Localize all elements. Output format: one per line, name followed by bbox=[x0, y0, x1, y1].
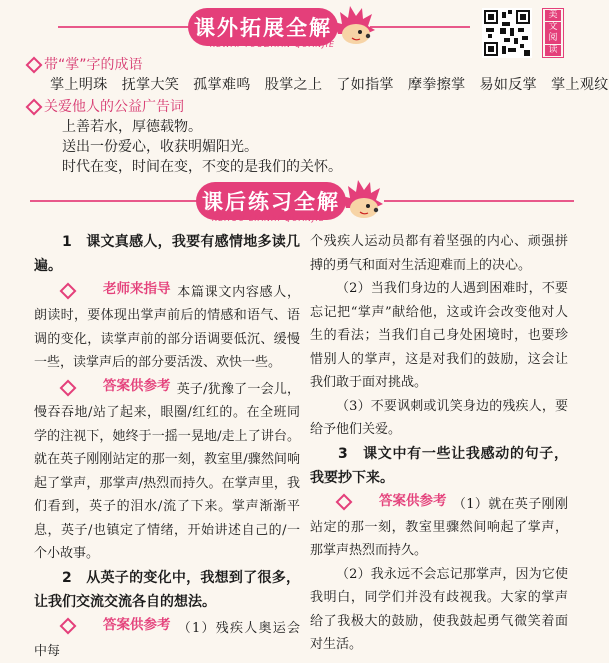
tag-label: 答案供参考 bbox=[77, 375, 171, 399]
answer-tag bbox=[60, 375, 171, 399]
section-heading-text: 带“掌”字的成语 bbox=[44, 54, 143, 74]
teacher-guide-tag bbox=[60, 278, 171, 302]
teacher-guide-text: 本篇课文内容感人，朗读时，要体现出掌声前后的情感和语气、语调的变化，读掌声前的部分语调要低沉、缓慢一些，读掌声后的部分要活泼、欢快一些。 bbox=[34, 285, 300, 371]
banner-rule-right bbox=[370, 26, 470, 28]
idiom: 摩拳擦掌 bbox=[408, 77, 466, 93]
banner-rule-left bbox=[58, 26, 198, 28]
diamond-bullet-icon bbox=[60, 284, 74, 296]
answer-3-text: （1）就在英子刚刚站定的那一刻，教室里骤然间响起了掌声，那掌声热烈而持久。 bbox=[310, 496, 568, 558]
slogan-line: 送出一份爱心，收获明媚阳光。 bbox=[62, 136, 258, 156]
answer-1-text: 英子/犹豫了一会儿，慢吞吞地/站了起来，眼圈/红红的。在全班同学的注视下，她终于一摇一晃地/走上了讲台。就在英子刚刚站定的那一刻，教室里/骤然间响起了掌声，那掌声/热烈而持久。在掌声里，我们看到，英子的泪水/流了下来。掌声渐渐平息，英子/也镇定了情绪，开始讲述自己的/一个小故事。 bbox=[34, 382, 300, 562]
idiom: 抚掌大笑 bbox=[122, 77, 180, 93]
slogan-line: 时代在变，时间在变，不变的是我们的关怀。 bbox=[62, 156, 342, 176]
tag-label: 答案供参考 bbox=[77, 614, 171, 638]
side-tag-char: 读 bbox=[545, 45, 561, 56]
answer-2-text: （1）残疾人奥运会中每 bbox=[34, 620, 300, 659]
diamond-bullet-icon bbox=[26, 58, 40, 70]
idiom: 掌上观纹 bbox=[551, 77, 609, 93]
diamond-bullet-icon bbox=[336, 495, 350, 507]
qr-code-icon[interactable] bbox=[482, 8, 532, 58]
idiom: 掌上明珠 bbox=[50, 77, 108, 93]
side-tag-char: 美 bbox=[545, 10, 561, 21]
right-column bbox=[310, 230, 568, 657]
banner-title: 课后练习全解 bbox=[196, 182, 346, 220]
side-tag-char: 文 bbox=[545, 22, 561, 33]
banner-subtitle: KEWAI TUOZHAN QUANJIE bbox=[210, 40, 335, 49]
banner-rule-left bbox=[30, 200, 200, 202]
diamond-bullet-icon bbox=[26, 100, 40, 112]
diamond-bullet-icon bbox=[60, 619, 74, 631]
answer-3 bbox=[310, 490, 568, 563]
idiom: 易如反掌 bbox=[479, 77, 537, 93]
answer-2-point-2: （2）当我们身边的人遇到困难时，不要忘记把“掌声”献给他，这或许会改变他对人生的看法；当我们自己身处困境时，也要珍惜别人的掌声，这是对我们的鼓励，这会让我们敢于面对挑战。 bbox=[310, 277, 568, 395]
read-more-tag[interactable] bbox=[542, 8, 564, 58]
question-2: 2 从英子的变化中，我想到了很多，让我们交流交流各自的想法。 bbox=[34, 566, 300, 614]
answer-3-point-2: （2）我永远不会忘记那掌声，因为它使我明白，同学们并没有歧视我。大家的掌声给了我极大的鼓励，使我鼓起勇气微笑着面对生活。 bbox=[310, 563, 568, 657]
answer-2 bbox=[34, 614, 300, 663]
diamond-bullet-icon bbox=[60, 381, 74, 393]
answer-tag bbox=[336, 490, 447, 514]
section-heading-text: 关爱他人的公益广告词 bbox=[44, 96, 184, 116]
section-heading-slogans bbox=[26, 96, 184, 116]
idiom: 股掌之上 bbox=[265, 77, 323, 93]
side-tag-char: 阅 bbox=[545, 33, 561, 44]
answer-2-point-3: （3）不要讽刺或讥笑身边的残疾人，要给予他们关爱。 bbox=[310, 395, 568, 442]
question-1: 1 课文真感人，我要有感情地多读几遍。 bbox=[34, 230, 300, 278]
teacher-guide bbox=[34, 278, 300, 375]
answer-1 bbox=[34, 375, 300, 566]
left-column bbox=[34, 230, 300, 663]
banner-subtitle: KEHOU LIANXI QUANJIE bbox=[212, 214, 325, 223]
slogan-line: 上善若水，厚德载物。 bbox=[62, 116, 202, 136]
banner-rule-right bbox=[384, 200, 574, 202]
answer-tag bbox=[60, 614, 171, 638]
tag-label: 答案供参考 bbox=[353, 490, 447, 514]
question-3: 3 课文中有一些让我感动的句子，我要抄下来。 bbox=[310, 442, 568, 490]
answer-2-continued: 个残疾人运动员都有着坚强的内心、顽强拼搏的勇气和面对生活迎难而上的决心。 bbox=[310, 230, 568, 277]
banner-exercises bbox=[0, 174, 598, 232]
hedgehog-mascot-icon bbox=[332, 4, 376, 46]
idiom: 了如指掌 bbox=[336, 77, 394, 93]
tag-label: 老师来指导 bbox=[77, 278, 171, 302]
idiom: 孤掌难鸣 bbox=[193, 77, 251, 93]
hedgehog-mascot-icon bbox=[340, 178, 384, 220]
section-heading-idioms bbox=[26, 54, 143, 74]
banner-title: 课外拓展全解 bbox=[188, 8, 338, 46]
idiom-list bbox=[50, 74, 609, 94]
